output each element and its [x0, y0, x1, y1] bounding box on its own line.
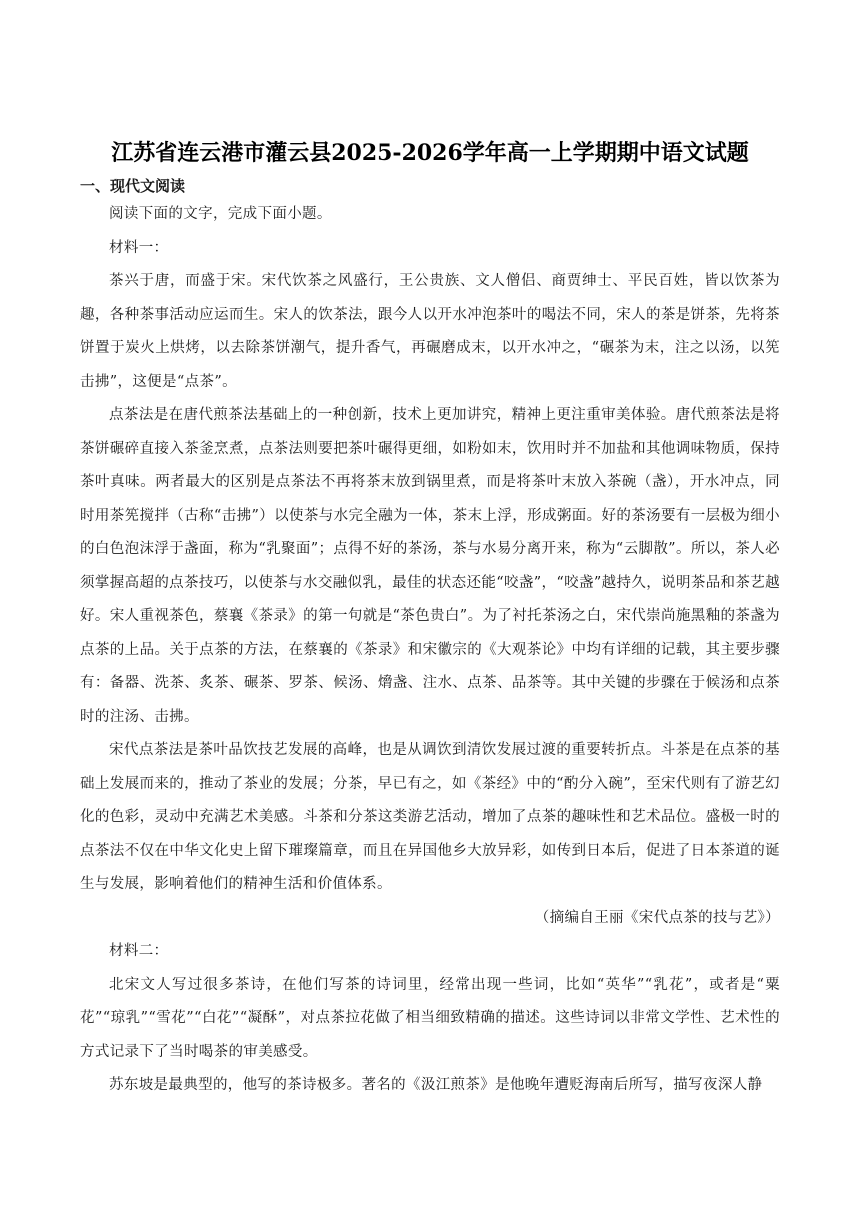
paragraph: 苏东坡是最典型的，他写的茶诗极多。著名的《汲江煎茶》是他晚年遭贬海南后所写，描写夜深人静 — [109, 1077, 763, 1093]
source-citation: （摘编自王丽《宋代点茶的技与艺》） — [534, 909, 780, 926]
paragraph: 北宋文人写过很多茶诗，在他们写茶的诗词里，经常出现一些词，比如“英华”“乳花”，或者是“粟花”“琼乳”“雪花”“白花”“凝酥”，对点茶拉花做了相当细致精确的描述。这些诗词以非常文学性、艺术性的方式记录下了当时喝茶的审美感受。 — [80, 976, 780, 1060]
paragraph: 宋代点茶法是茶叶品饮技艺发展的高峰，也是从调饮到清饮发展过渡的重要转折点。斗茶是在点茶的基础上发展而来的，推动了茶业的发展；分茶，早已有之，如《茶经》中的“酌分入碗”，至宋代则有了游艺幻化的色彩，灵动中充满艺术美感。斗茶和分茶这类游艺活动，增加了点茶的趣味性和艺术品位。盛极一时的点茶法不仅在中华文化史上留下璀璨篇章，而且在异国他乡大放异彩，如传到日本后，促进了日本茶道的诞生与发展，影响着他们的精神生活和价值体系。 — [80, 742, 780, 892]
page-title: 江苏省连云港市灌云县2025-2026学年高一上学期期中语文试题 — [111, 140, 749, 166]
paragraph: 茶兴于唐，而盛于宋。宋代饮茶之风盛行，王公贵族、文人僧侣、商贾绅士、平民百姓，皆以饮茶为趣，各种茶事活动应运而生。宋人的饮茶法，跟今人以开水冲泡茶叶的喝法不同，宋人的茶是饼茶，先将茶饼置于炭火上烘烤，以去除茶饼潮气，提升香气，再碾磨成末，以开水冲之，“碾茶为末，注之以汤，以筅击拂”，这便是“点茶”。 — [80, 273, 780, 390]
instruction-text: 阅读下面的文字，完成下面小题。 — [109, 206, 332, 222]
section-heading: 一、现代文阅读 — [80, 177, 186, 195]
material-2-label: 材料二： — [109, 943, 169, 959]
paragraph: 点茶法是在唐代煎茶法基础上的一种创新，技术上更加讲究，精神上更注重审美体验。唐代煎茶法是将茶饼碾碎直接入茶釜烹煮，点茶法则要把茶叶碾得更细，如粉如末，饮用时并不加盐和其他调味物质，保持茶叶真味。两者最大的区别是点茶法不再将茶末放到锅里煮，而是将茶叶末放入茶碗（盏），开水冲点，同时用茶筅搅拌（古称“击拂”）以使茶与水完全融为一体，茶末上浮，形成粥面。好的茶汤要有一层极为细小的白色泡沫浮于盏面，称为“乳聚面”；点得不好的茶汤，茶与水易分离开来，称为“云脚散”。所以，茶人必须掌握高超的点茶技巧，以使茶与水交融似乳，最佳的状态还能“咬盏”，“咬盏”越持久，说明茶品和茶艺越好。宋人重视茶色，蔡襄《茶录》的第一句就是“茶色贵白”。为了衬托茶汤之白，宋代崇尚施黑釉的茶盏为点茶的上品。关于点茶的方法，在蔡襄的《茶录》和宋徽宗的《大观茶论》中均有详细的记载，其主要步骤有：备器、洗茶、炙茶、碾茶、罗茶、候汤、熁盏、注水、点茶、品茶等。其中关键的步骤在于候汤和点茶时的注汤、击拂。 — [80, 407, 780, 725]
material-1-label: 材料一： — [109, 239, 169, 256]
